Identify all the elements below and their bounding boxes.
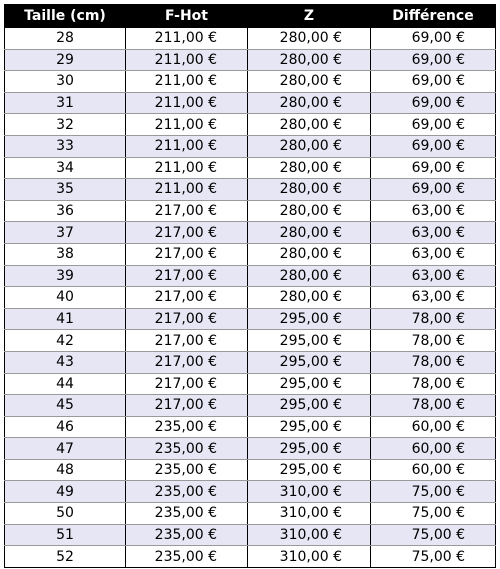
cell-f-hot-price: 235,00 € [126,459,248,481]
cell-f-hot-price: 211,00 € [126,71,248,93]
cell-size: 30 [5,71,126,93]
cell-z-price: 295,00 € [248,330,371,352]
cell-size: 36 [5,200,126,222]
cell-difference: 78,00 € [371,330,496,352]
header-f-hot: F-Hot [126,5,248,28]
cell-difference: 75,00 € [371,481,496,503]
cell-difference: 69,00 € [371,49,496,71]
cell-f-hot-price: 217,00 € [126,287,248,309]
cell-size: 31 [5,92,126,114]
table-row [5,157,496,179]
cell-size: 50 [5,503,126,525]
cell-z-price: 280,00 € [248,200,371,222]
cell-size: 42 [5,330,126,352]
cell-difference: 69,00 € [371,28,496,50]
price-comparison-table [4,4,496,568]
cell-z-price: 295,00 € [248,395,371,417]
cell-difference: 78,00 € [371,373,496,395]
cell-f-hot-price: 211,00 € [126,157,248,179]
cell-f-hot-price: 211,00 € [126,92,248,114]
table-row [5,287,496,309]
cell-size: 29 [5,49,126,71]
cell-z-price: 295,00 € [248,351,371,373]
cell-z-price: 280,00 € [248,114,371,136]
table-row [5,546,496,568]
cell-difference: 69,00 € [371,135,496,157]
table-row [5,135,496,157]
table-row [5,265,496,287]
table-row [5,330,496,352]
cell-difference: 69,00 € [371,179,496,201]
cell-z-price: 280,00 € [248,243,371,265]
cell-f-hot-price: 211,00 € [126,179,248,201]
cell-size: 52 [5,546,126,568]
cell-size: 40 [5,287,126,309]
cell-f-hot-price: 211,00 € [126,135,248,157]
cell-size: 38 [5,243,126,265]
table-row [5,373,496,395]
cell-difference: 63,00 € [371,243,496,265]
cell-f-hot-price: 217,00 € [126,395,248,417]
cell-z-price: 280,00 € [248,287,371,309]
cell-difference: 75,00 € [371,546,496,568]
cell-z-price: 310,00 € [248,546,371,568]
cell-f-hot-price: 235,00 € [126,546,248,568]
cell-f-hot-price: 217,00 € [126,330,248,352]
cell-size: 45 [5,395,126,417]
cell-f-hot-price: 217,00 € [126,265,248,287]
cell-z-price: 310,00 € [248,481,371,503]
cell-size: 49 [5,481,126,503]
cell-z-price: 280,00 € [248,157,371,179]
cell-size: 51 [5,524,126,546]
cell-f-hot-price: 211,00 € [126,114,248,136]
cell-f-hot-price: 217,00 € [126,222,248,244]
cell-difference: 69,00 € [371,157,496,179]
header-difference: Différence [371,5,496,28]
cell-size: 47 [5,438,126,460]
cell-difference: 69,00 € [371,92,496,114]
cell-z-price: 280,00 € [248,92,371,114]
cell-f-hot-price: 217,00 € [126,373,248,395]
cell-size: 35 [5,179,126,201]
cell-size: 46 [5,416,126,438]
cell-difference: 63,00 € [371,222,496,244]
cell-difference: 63,00 € [371,287,496,309]
cell-f-hot-price: 235,00 € [126,481,248,503]
cell-f-hot-price: 235,00 € [126,524,248,546]
cell-difference: 69,00 € [371,114,496,136]
cell-z-price: 295,00 € [248,459,371,481]
cell-size: 44 [5,373,126,395]
cell-z-price: 295,00 € [248,373,371,395]
header-taille: Taille (cm) [5,5,126,28]
table-row [5,28,496,50]
table-row [5,71,496,93]
table-row [5,222,496,244]
table-row [5,114,496,136]
cell-z-price: 280,00 € [248,135,371,157]
cell-difference: 69,00 € [371,71,496,93]
table-row [5,49,496,71]
cell-difference: 78,00 € [371,395,496,417]
cell-f-hot-price: 235,00 € [126,416,248,438]
cell-difference: 78,00 € [371,308,496,330]
cell-f-hot-price: 217,00 € [126,351,248,373]
table-row [5,481,496,503]
cell-size: 32 [5,114,126,136]
cell-f-hot-price: 217,00 € [126,243,248,265]
cell-z-price: 280,00 € [248,49,371,71]
cell-size: 28 [5,28,126,50]
cell-f-hot-price: 217,00 € [126,200,248,222]
cell-z-price: 280,00 € [248,265,371,287]
cell-f-hot-price: 211,00 € [126,49,248,71]
cell-z-price: 280,00 € [248,71,371,93]
cell-size: 43 [5,351,126,373]
cell-z-price: 280,00 € [248,179,371,201]
cell-difference: 78,00 € [371,351,496,373]
table-row [5,92,496,114]
cell-difference: 75,00 € [371,524,496,546]
cell-z-price: 280,00 € [248,28,371,50]
cell-size: 41 [5,308,126,330]
cell-z-price: 295,00 € [248,416,371,438]
cell-z-price: 295,00 € [248,438,371,460]
cell-z-price: 295,00 € [248,308,371,330]
cell-z-price: 310,00 € [248,524,371,546]
cell-f-hot-price: 211,00 € [126,28,248,50]
cell-f-hot-price: 217,00 € [126,308,248,330]
cell-difference: 60,00 € [371,416,496,438]
cell-difference: 63,00 € [371,200,496,222]
cell-difference: 60,00 € [371,438,496,460]
cell-size: 33 [5,135,126,157]
table-row [5,200,496,222]
table-row [5,243,496,265]
table-row [5,524,496,546]
cell-size: 37 [5,222,126,244]
cell-size: 48 [5,459,126,481]
cell-f-hot-price: 235,00 € [126,503,248,525]
table-row [5,459,496,481]
header-row [5,5,496,28]
cell-difference: 63,00 € [371,265,496,287]
cell-z-price: 280,00 € [248,222,371,244]
cell-difference: 75,00 € [371,503,496,525]
cell-size: 34 [5,157,126,179]
cell-f-hot-price: 235,00 € [126,438,248,460]
table-row [5,395,496,417]
cell-z-price: 310,00 € [248,503,371,525]
table-row [5,438,496,460]
table-row [5,179,496,201]
cell-difference: 60,00 € [371,459,496,481]
table-row [5,308,496,330]
table-row [5,503,496,525]
cell-size: 39 [5,265,126,287]
table-row [5,351,496,373]
table-row [5,416,496,438]
header-z: Z [248,5,371,28]
